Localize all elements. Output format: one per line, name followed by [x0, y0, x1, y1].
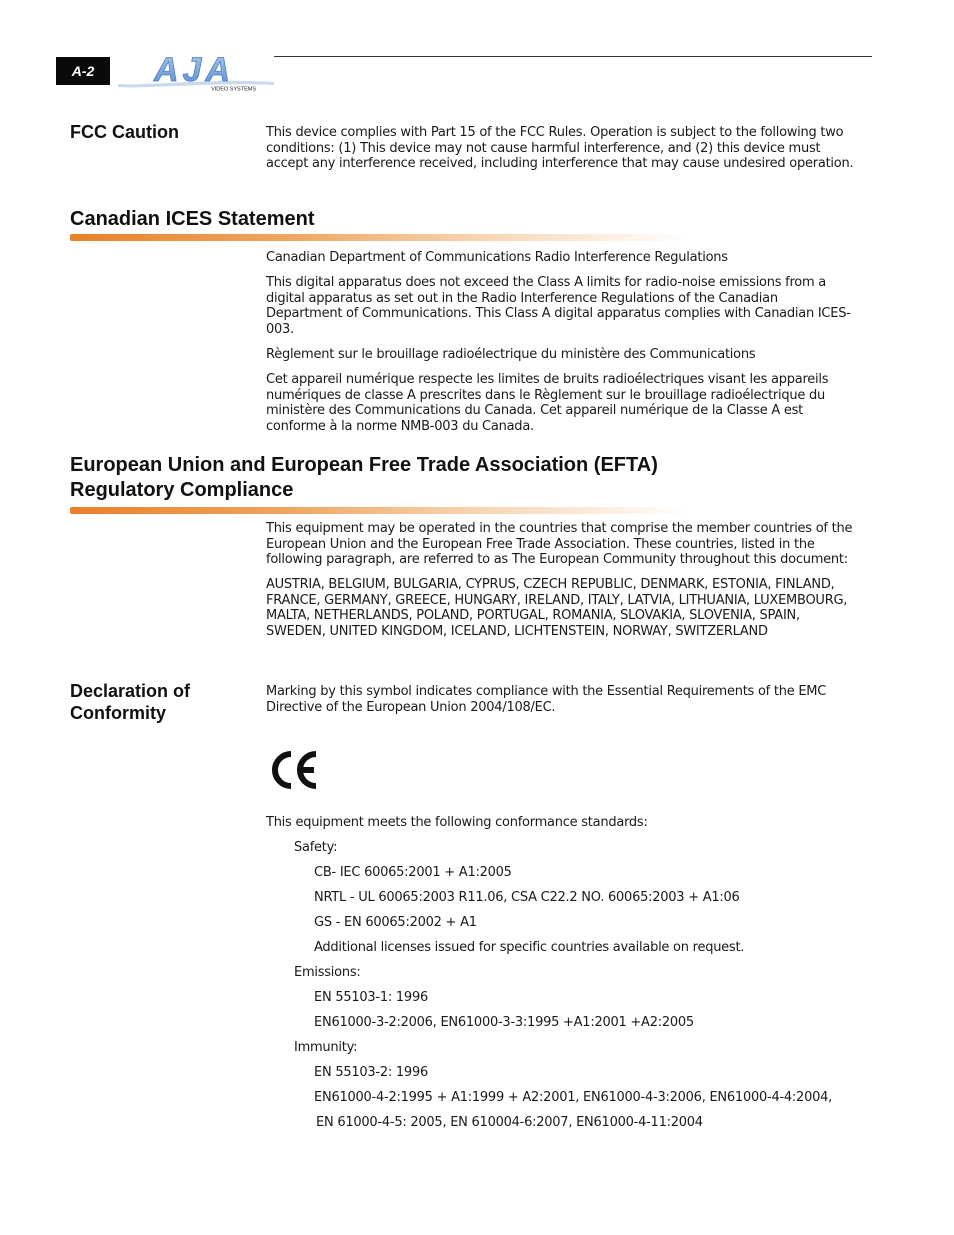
heading-line: Regulatory Compliance [70, 479, 294, 501]
standard-item: CB- IEC 60065:2001 + A1:2005 [314, 865, 512, 880]
standard-item: EN 61000-4-5: 2005, EN 610004-6:2007, EN61000-4-11:2004 [316, 1115, 703, 1130]
heading-line: Declaration of [70, 681, 191, 701]
standard-item: Additional licenses issued for specific countries available on request. [314, 940, 745, 955]
canadian-ices-body [266, 250, 856, 444]
fcc-caution-text: This device complies with Part 15 of the FCC Rules. Operation is subject to the following two conditions: (1) This device may not cause harmful interference, and (2) this device must accept any interference received, including interference that may cause undesired operation. [266, 125, 854, 172]
fcc-caution-heading: FCC Caution [70, 122, 179, 142]
paragraph: This equipment may be operated in the countries that comprise the member countries of the European Union and the European Free Trade Association. These countries, listed in the following paragraph, are referred to as The European Community throughout this document: [266, 521, 853, 568]
paragraph: Marking by this symbol indicates compliance with the Essential Requirements of the EMC Directive of the European Union 2004/108/EC. [266, 684, 827, 715]
fcc-caution-body [266, 125, 856, 181]
declaration-heading [70, 680, 190, 724]
aja-logo [116, 52, 276, 92]
eu-efta-heading [70, 453, 658, 503]
standards-intro: This equipment meets the following conformance standards: [266, 815, 648, 830]
paragraph: This digital apparatus does not exceed the Class A limits for radio-noise emissions from a digital apparatus as set out in the Radio Interference Regulations of the Canadian Department of Communications. This Class A digital apparatus complies with Canadian ICES-003. [266, 275, 851, 337]
svg-text:VIDEO SYSTEMS: VIDEO SYSTEMS [211, 86, 256, 92]
page-number-tag: A-2 [56, 57, 110, 85]
heading-line: Conformity [70, 703, 166, 723]
standard-item: NRTL - UL 60065:2003 R11.06, CSA C22.2 NO. 60065:2003 + A1:06 [314, 890, 740, 905]
standard-item: EN61000-3-2:2006, EN61000-3-3:1995 +A1:2001 +A2:2005 [314, 1015, 694, 1030]
immunity-label: Immunity: [294, 1040, 358, 1055]
paragraph: Règlement sur le brouillage radioélectrique du ministère des Communications [266, 346, 756, 362]
country-list: AUSTRIA, BELGIUM, BULGARIA, CYPRUS, CZECH REPUBLIC, DENMARK, ESTONIA, FINLAND, FRANCE, GERMANY, GREECE, HUNGARY, IRELAND, ITALY, LATVIA, LITHUANIA, LUXEMBOURG, MALTA, NETHERLANDS, POLAND, PORTUGAL, ROMANIA, SLOVAKIA, SLOVENIA, SPAIN, SWEDEN, UNITED KINGDOM, ICELAND, LICHTENSTEIN, NORWAY, SWITZERLAND [266, 577, 848, 640]
section-rule [70, 234, 690, 241]
safety-label: Safety: [294, 840, 338, 855]
header-rule [274, 56, 872, 57]
standard-item: GS - EN 60065:2002 + A1 [314, 915, 477, 930]
paragraph: Canadian Department of Communications Radio Interference Regulations [266, 250, 728, 265]
ce-mark-icon [270, 749, 322, 791]
declaration-body [266, 684, 856, 725]
standard-item: EN 55103-2: 1996 [314, 1065, 428, 1080]
section-rule [70, 507, 690, 514]
heading-line: European Union and European Free Trade Association (EFTA) [70, 454, 658, 476]
paragraph: Cet appareil numérique respecte les limites de bruits radioélectriques visant les appareils numériques de classe A prescrites dans le Règlement sur le brouillage radioélectrique du ministère des Communications du Canada. Cet appareil numérique de la Classe A est conforme à la norme NMB-003 du Canada. [266, 372, 829, 434]
eu-efta-body [266, 521, 856, 649]
standards-list [266, 813, 866, 1138]
standard-item: EN61000-4-2:1995 + A1:1999 + A2:2001, EN61000-4-3:2006, EN61000-4-4:2004, [314, 1090, 833, 1105]
standard-item: EN 55103-1: 1996 [314, 990, 428, 1005]
svg-text:AJA: AJA [153, 52, 235, 89]
emissions-label: Emissions: [294, 965, 361, 980]
canadian-ices-heading: Canadian ICES Statement [70, 208, 315, 230]
